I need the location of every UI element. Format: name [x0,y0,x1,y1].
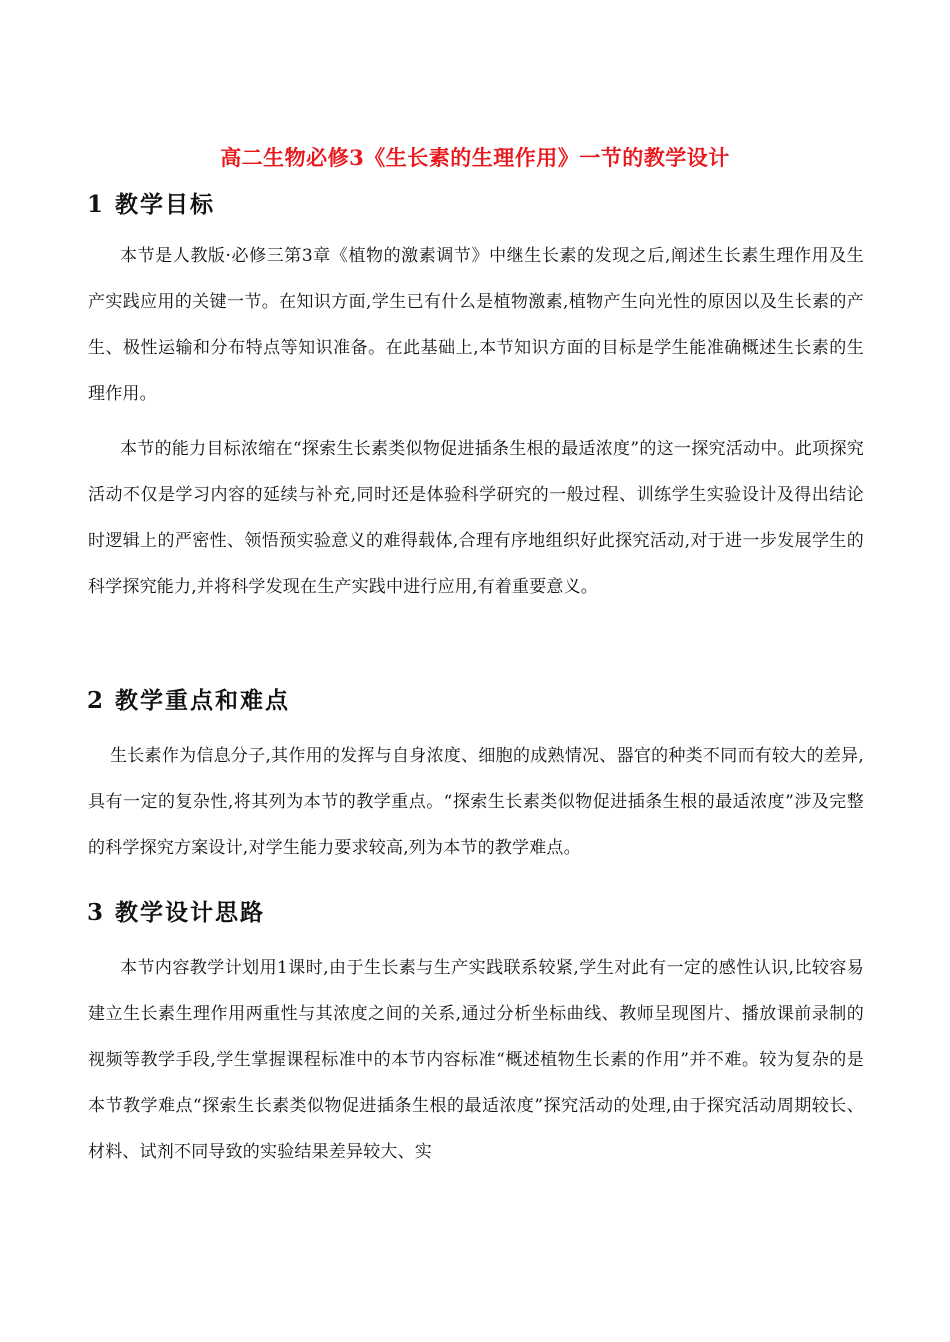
section-heading-objectives: 1 教学目标 [87,191,216,218]
paragraph-objectives-knowledge: 本节是人教版·必修三第3章《植物的激素调节》中继生长素的发现之后,阐述生长素生理作用及生产实践应用的关键一节。在知识方面,学生已有什么是植物激素,植物产生向光性的原因以及生长素的产生、极性运输和分布特点等知识准备。在此基础上,本节知识方面的目标是学生能准确概述生长素的生理作用。 [88,246,864,404]
section-heading-design-approach: 3 教学设计思路 [87,899,266,926]
section-heading-key-points: 2 教学重点和难点 [87,687,291,714]
document-title: 高二生物必修3《生长素的生理作用》一节的教学设计 [220,145,730,170]
paragraph-key-points: 生长素作为信息分子,其作用的发挥与自身浓度、细胞的成熟情况、器官的种类不同而有较大的差异,具有一定的复杂性,将其列为本节的教学重点。“探索生长素类似物促进插条生根的最适浓度”涉及完整的科学探究方案设计,对学生能力要求较高,列为本节的教学难点。 [88,746,864,858]
paragraph-design-approach: 本节内容教学计划用1课时,由于生长素与生产实践联系较紧,学生对此有一定的感性认识,比较容易建立生长素生理作用两重性与其浓度之间的关系,通过分析坐标曲线、教师呈现图片、播放课前录制的视频等教学手段,学生掌握课程标准中的本节内容标准“概述植物生长素的作用”并不难。较为复杂的是本节教学难点“探索生长素类似物促进插条生根的最适浓度”探究活动的处理,由于探究活动周期较长、材料、试剂不同导致的实验结果差异较大、实 [88,958,864,1162]
paragraph-objectives-ability: 本节的能力目标浓缩在“探索生长素类似物促进插条生根的最适浓度”的这一探究活动中。此项探究活动不仅是学习内容的延续与补充,同时还是体验科学研究的一般过程、训练学生实验设计及得出结论时逻辑上的严密性、领悟预实验意义的难得载体,合理有序地组织好此探究活动,对于进一步发展学生的科学探究能力,并将科学发现在生产实践中进行应用,有着重要意义。 [88,439,864,597]
